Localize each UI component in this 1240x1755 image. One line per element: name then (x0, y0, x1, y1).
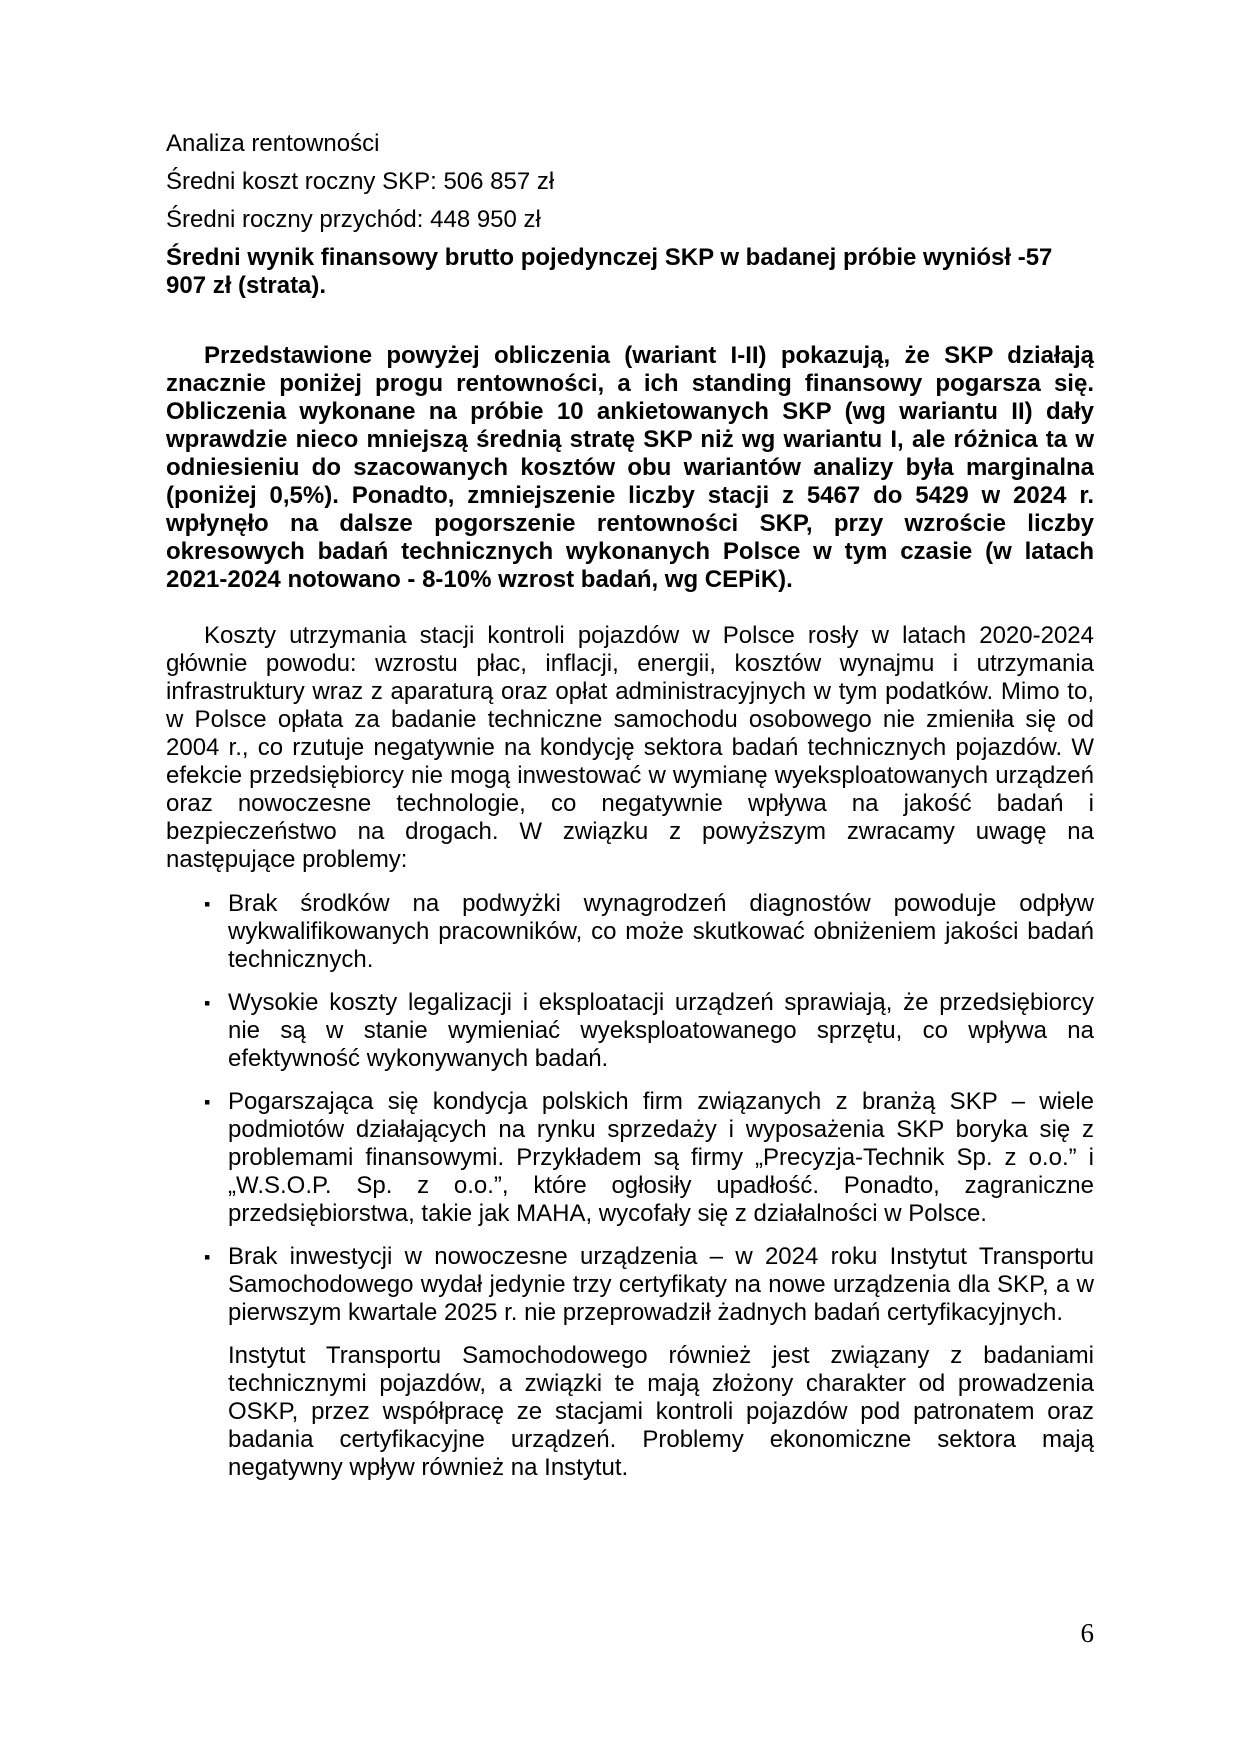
document-content (166, 130, 1094, 1482)
paragraph-analysis-bold: Przedstawione powyżej obliczenia (wariant I-II) pokazują, że SKP działają znacznie poniżej progu rentowności, a ich standing finansowy pogarsza się. Obliczenia wykonane na próbie 10 ankietowanych SKP (wg wariantu II) dały wprawdzie nieco mniejszą średnią stratę SKP niż wg wariantu I, ale różnica ta w odniesieniu do szacowanych kosztów obu wariantów analizy była marginalna (poniżej 0,5%). Ponadto, zmniejszenie liczby stacji z 5467 do 5429 w 2024 r. wpłynęło na dalsze pogorszenie rentowności SKP, przy wzroście liczby okresowych badań technicznych wykonanych Polsce w tym czasie (w latach 2021-2024 notowano - 8-10% wzrost badań, wg CEPiK). (166, 342, 1094, 593)
bullet-text: Brak inwestycji w nowoczesne urządzenia – w 2024 roku Instytut Transportu Samochodowego wydał jedynie trzy certyfikaty na nowe urządzenia dla SKP, a w pierwszym kwartale 2025 r. nie przeprowadził żadnych badań certyfikacyjnych. (228, 1243, 1094, 1326)
bullet-item-wages (166, 890, 1094, 974)
bullet-item-equipment-costs (166, 989, 1094, 1073)
paragraph-costs: Koszty utrzymania stacji kontroli pojazdów w Polsce rosły w latach 2020-2024 głównie powodu: wzrostu płac, inflacji, energii, kosztów wynajmu i utrzymania infrastruktury wraz z aparaturą oraz opłat administracyjnych w tym podatków. Mimo to, w Polsce opłata za badanie techniczne samochodu osobowego nie zmieniła się od 2004 r., co rzutuje negatywnie na kondycję sektora badań technicznych pojazdów. W efekcie przedsiębiorcy nie mogą inwestować w wymianę wyeksploatowanych urządzeń oraz nowoczesne technologie, co negatywnie wpływa na jakość badań i bezpieczeństwo na drogach. W związku z powyższym zwracamy uwagę na następujące problemy: (166, 622, 1094, 873)
bullet-text: Brak środków na podwyżki wynagrodzeń diagnostów powoduje odpływ wykwalifikowanych pracowników, co może skutkować obniżeniem jakości badań technicznych. (228, 890, 1094, 973)
bullet-square-icon: ▪ (204, 894, 211, 914)
avg-annual-revenue-line: Średni roczny przychód: 448 950 zł (166, 206, 541, 233)
bullet-text: Pogarszająca się kondycja polskich firm związanych z branżą SKP – wiele podmiotów działających na rynku sprzedaży i wyposażenia SKP boryka się z problemami finansowymi. Przykładem są firmy „Precyzja-Technik Sp. z o.o.” i „W.S.O.P. Sp. z o.o.”, które ogłosiły upadłość. Ponadto, zagraniczne przedsiębiorstwa, takie jak MAHA, wycofały się z działalności w Polsce. (228, 1088, 1094, 1227)
avg-annual-cost-line: Średni koszt roczny SKP: 506 857 zł (166, 168, 555, 195)
page-number: 6 (1080, 1618, 1094, 1648)
section-title-analiza-rentownosci: Analiza rentowności (166, 130, 380, 157)
bullet-square-icon: ▪ (204, 1092, 211, 1112)
paragraph-closing-instytut: Instytut Transportu Samochodowego również jest związany z badaniami technicznymi pojazdów, a związki te mają złożony charakter od prowadzenia OSKP, przez współpracę ze stacjami kontroli pojazdów pod patronatem oraz badania certyfikacyjne urządzeń. Problemy ekonomiczne sektora mają negatywny wpływ również na Instytut. (228, 1342, 1094, 1481)
financial-result-summary: Średni wynik finansowy brutto pojedynczej SKP w badanej próbie wyniósł -57 907 zł (strata). (166, 244, 1053, 299)
bullet-item-no-investments (166, 1243, 1094, 1327)
bullet-item-industry-condition (166, 1088, 1094, 1228)
bullet-text: Wysokie koszty legalizacji i eksploatacji urządzeń sprawiają, że przedsiębiorcy nie są w stanie wymieniać wyeksploatowanego sprzętu, co wpływa na efektywność wykonywanych badań. (228, 989, 1094, 1072)
problems-bullet-list (166, 890, 1094, 1327)
bullet-square-icon: ▪ (204, 993, 211, 1013)
bullet-square-icon: ▪ (204, 1247, 211, 1267)
